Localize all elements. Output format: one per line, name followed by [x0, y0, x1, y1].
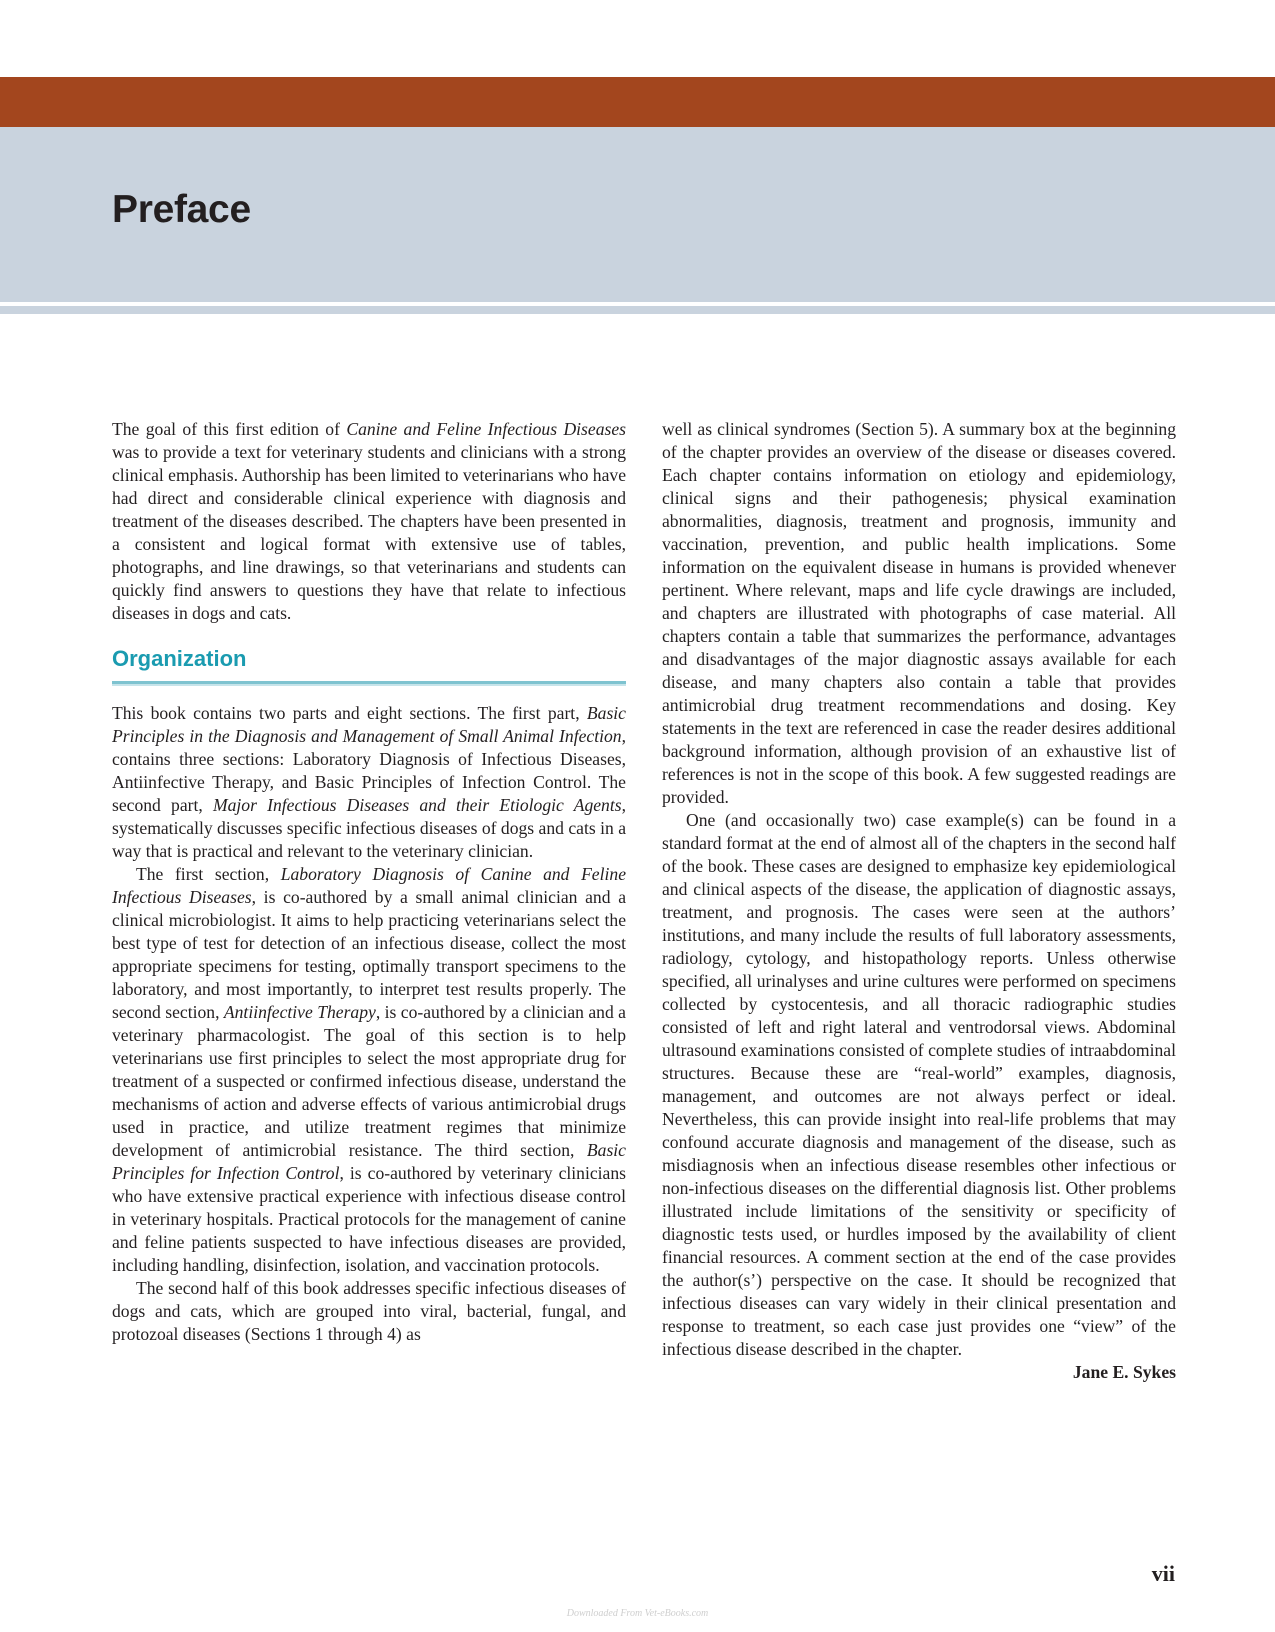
watermark: Downloaded From Vet-eBooks.com — [566, 1608, 709, 1619]
header-accent-band — [0, 77, 1275, 127]
italic-title: Canine and Feline Infectious Diseases — [346, 419, 626, 439]
left-column — [112, 418, 626, 1346]
section-heading-block — [112, 645, 626, 686]
section-heading: Organization — [112, 646, 247, 671]
italic-title: Major Infectious Diseases and their Etiologic Agents — [212, 795, 622, 815]
paragraph: well as clinical syndromes (Section 5). A summary box at the beginning of the chapter provides an overview of the disease or diseases covered. Each chapter contains information on etiology and epidemiology, clinical signs and their pathogenesis; physical examination abnormalities, diagnosis, treatment and prognosis, immunity and vaccination, prevention, and public health implications. Some information on the equivalent disease in humans is provided whenever pertinent. Where relevant, maps and life cycle drawings are included, and chapters are illustrated with photographs of case material. All chapters contain a table that summarizes the performance, advantages and disadvantages of the major diagnostic assays available for each disease, and many chapters also contain a table that provides antimicrobial drug treatment recommendations and dosing. Key statements in the text are referenced in case the reader desires additional background information, although provision of an exhaustive list of references is not in the scope of this book. A few suggested readings are provided. — [662, 419, 1176, 807]
italic-title: Basic Principles for Infection Control — [112, 1140, 626, 1183]
section-heading-rule — [112, 681, 626, 686]
right-column — [662, 418, 1176, 1384]
paragraph: The first section, Laboratory Diagnosis of Canine and Feline Infectious Diseases, is co-authored by a small animal clinician and a clinical microbiologist. It aims to help practicing veterinarians select the best type of test for detection of an infectious disease, collect the most appropriate specimens for testing, optimally transport specimens to the laboratory, and most importantly, to interpret test results properly. The second section, Antiinfective Therapy, is co-authored by a clinician and a veterinary pharmacologist. The goal of this section is to help veterinarians use first principles to select the most appropriate drug for treatment of a suspected or confirmed infectious disease, understand the mechanisms of action and adverse effects of various antimicrobial drugs used in practice, and utilize treatment regimes that minimize development of antimicrobial resistance. The third section, Basic Principles for Infection Control, is co-authored by veterinary clinicians who have extensive practical experience with infectious disease control in veterinary hospitals. Practical protocols for the management of canine and feline patients suspected to have infectious diseases are provided, including handling, disinfection, isolation, and vaccination protocols. — [112, 864, 627, 1275]
paragraph: The goal of this first edition of Canine and Feline Infectious Diseases was to provide a text for veterinary students and clinicians with a strong clinical emphasis. Authorship has been limited to veterinarians who have had direct and considerable clinical experience with diagnosis and treatment of the diseases described. The chapters have been presented in a consistent and logical format with extensive use of tables, photographs, and line drawings, so that veterinarians and students can quickly find answers to questions they have that relate to infectious diseases in dogs and cats. — [112, 419, 626, 623]
page-number: vii — [1151, 1561, 1175, 1586]
paragraph: This book contains two parts and eight sections. The first part, Basic Principles in the Diagnosis and Management of Small Animal Infection, contains three sections: Laboratory Diagnosis of Infectious Diseases, Antiinfective Therapy, and Basic Principles of Infection Control. The second part, Major Infectious Diseases and their Etiologic Agents, systematically discusses specific infectious diseases of dogs and cats in a way that is practical and relevant to the veterinary clinician. — [112, 703, 626, 861]
italic-title: Laboratory Diagnosis of Canine and Feline Infectious Diseases — [112, 864, 627, 907]
author-signature: Jane E. Sykes — [1072, 1362, 1176, 1382]
paragraph: The second half of this book addresses specific infectious diseases of dogs and cats, which are grouped into viral, bacterial, fungal, and protozoal diseases (Sections 1 through 4) as — [112, 1278, 626, 1344]
paragraph: One (and occasionally two) case example(s) can be found in a standard format at the end of almost all of the chapters in the second half of the book. These cases are designed to emphasize key epidemiological and clinical aspects of the disease, the application of diagnostic assays, treatment, and prognosis. The cases were seen at the authors’ institutions, and many include the results of full laboratory assessments, radiology, cytology, and histopathology reports. Unless otherwise specified, all urinalyses and urine cultures were performed on specimens collected by cystocentesis, and all thoracic radiographic studies consisted of left and right lateral and ventrodorsal views. Abdominal ultrasound examinations consisted of complete studies of intraabdominal structures. Because these are “real-world” examples, diagnosis, management, and outcomes are not always perfect or ideal. Nevertheless, this can provide insight into real-life problems that may confound accurate diagnosis and management of the disease, such as misdiagnosis when an infectious disease resembles other infectious or non-infectious diseases on the differential diagnosis list. Other problems illustrated include limitations of the sensitivity or specificity of diagnostic tests used, or hurdles imposed by the availability of client financial resources. A comment section at the end of the case provides the author(s’) perspective on the case. It should be recognized that infectious diseases can vary widely in their clinical presentation and response to treatment, so each case just provides one “view” of the infectious disease described in the chapter. — [662, 810, 1176, 1359]
header-divider — [0, 306, 1275, 314]
page-title: Preface — [112, 188, 251, 231]
italic-title: Antiinfective Therapy — [223, 1002, 376, 1022]
italic-title: Basic Principles in the Diagnosis and Management of Small Animal Infection — [112, 703, 626, 746]
